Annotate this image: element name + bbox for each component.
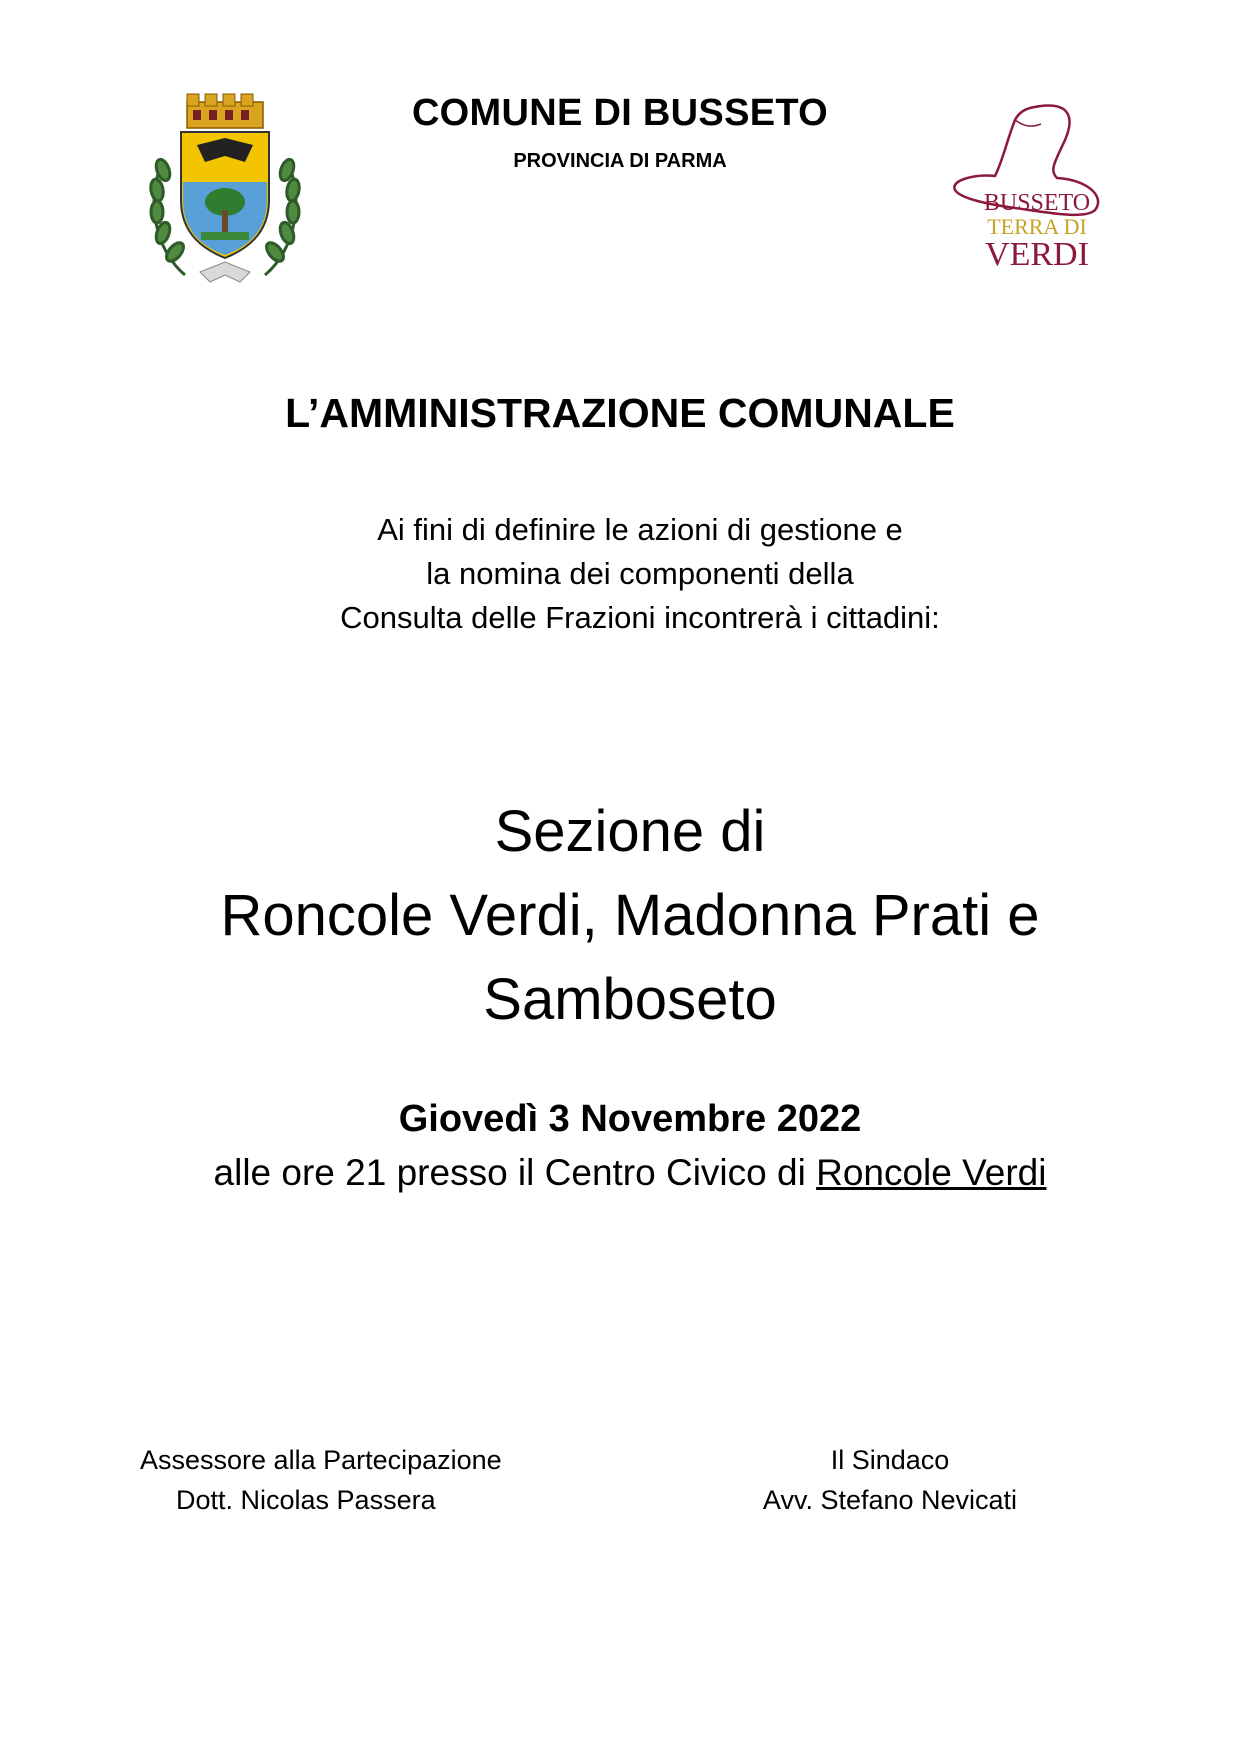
intro-line: la nomina dei componenti della <box>426 556 854 591</box>
signature-left <box>140 1440 600 1520</box>
signature-role: Il Sindaco <box>830 1445 950 1475</box>
section-title <box>110 790 1150 1042</box>
brand-line1: BUSSETO <box>983 190 1091 216</box>
header-title: COMUNE DI BUSSETO <box>411 92 829 134</box>
event-date: Giovedì 3 Novembre 2022 <box>398 1098 862 1140</box>
section-line: Sezione di <box>494 799 766 864</box>
administration-heading: L’AMMINISTRAZIONE COMUNALE <box>285 390 955 436</box>
brand-logo <box>945 100 1105 280</box>
event-time-place <box>100 1152 1160 1194</box>
event-time-prefix: alle ore 21 presso il Centro Civico di <box>213 1152 806 1193</box>
crest-logo <box>145 90 305 290</box>
signature-name: Avv. Stefano Nevicati <box>762 1485 1018 1515</box>
coat-of-arms-icon <box>145 90 305 290</box>
signature-name: Dott. Nicolas Passera <box>176 1485 436 1515</box>
brand-line3: VERDI <box>985 236 1089 273</box>
intro-line: Consulta delle Frazioni incontrerà i cittadini: <box>340 600 940 635</box>
brand-wordmark <box>945 100 1105 280</box>
section-line: Samboseto <box>483 967 777 1032</box>
event-place: Roncole Verdi <box>816 1152 1047 1193</box>
section-line: Roncole Verdi, Madonna Prati e <box>220 883 1040 948</box>
signature-right <box>720 1440 1060 1520</box>
brand-line2: TERRA DI <box>987 214 1087 239</box>
intro-text <box>240 508 1040 640</box>
signature-role: Assessore alla Partecipazione <box>140 1445 502 1475</box>
header-subtitle: PROVINCIA DI PARMA <box>513 150 727 172</box>
intro-line: Ai fini di definire le azioni di gestione e <box>377 512 903 547</box>
